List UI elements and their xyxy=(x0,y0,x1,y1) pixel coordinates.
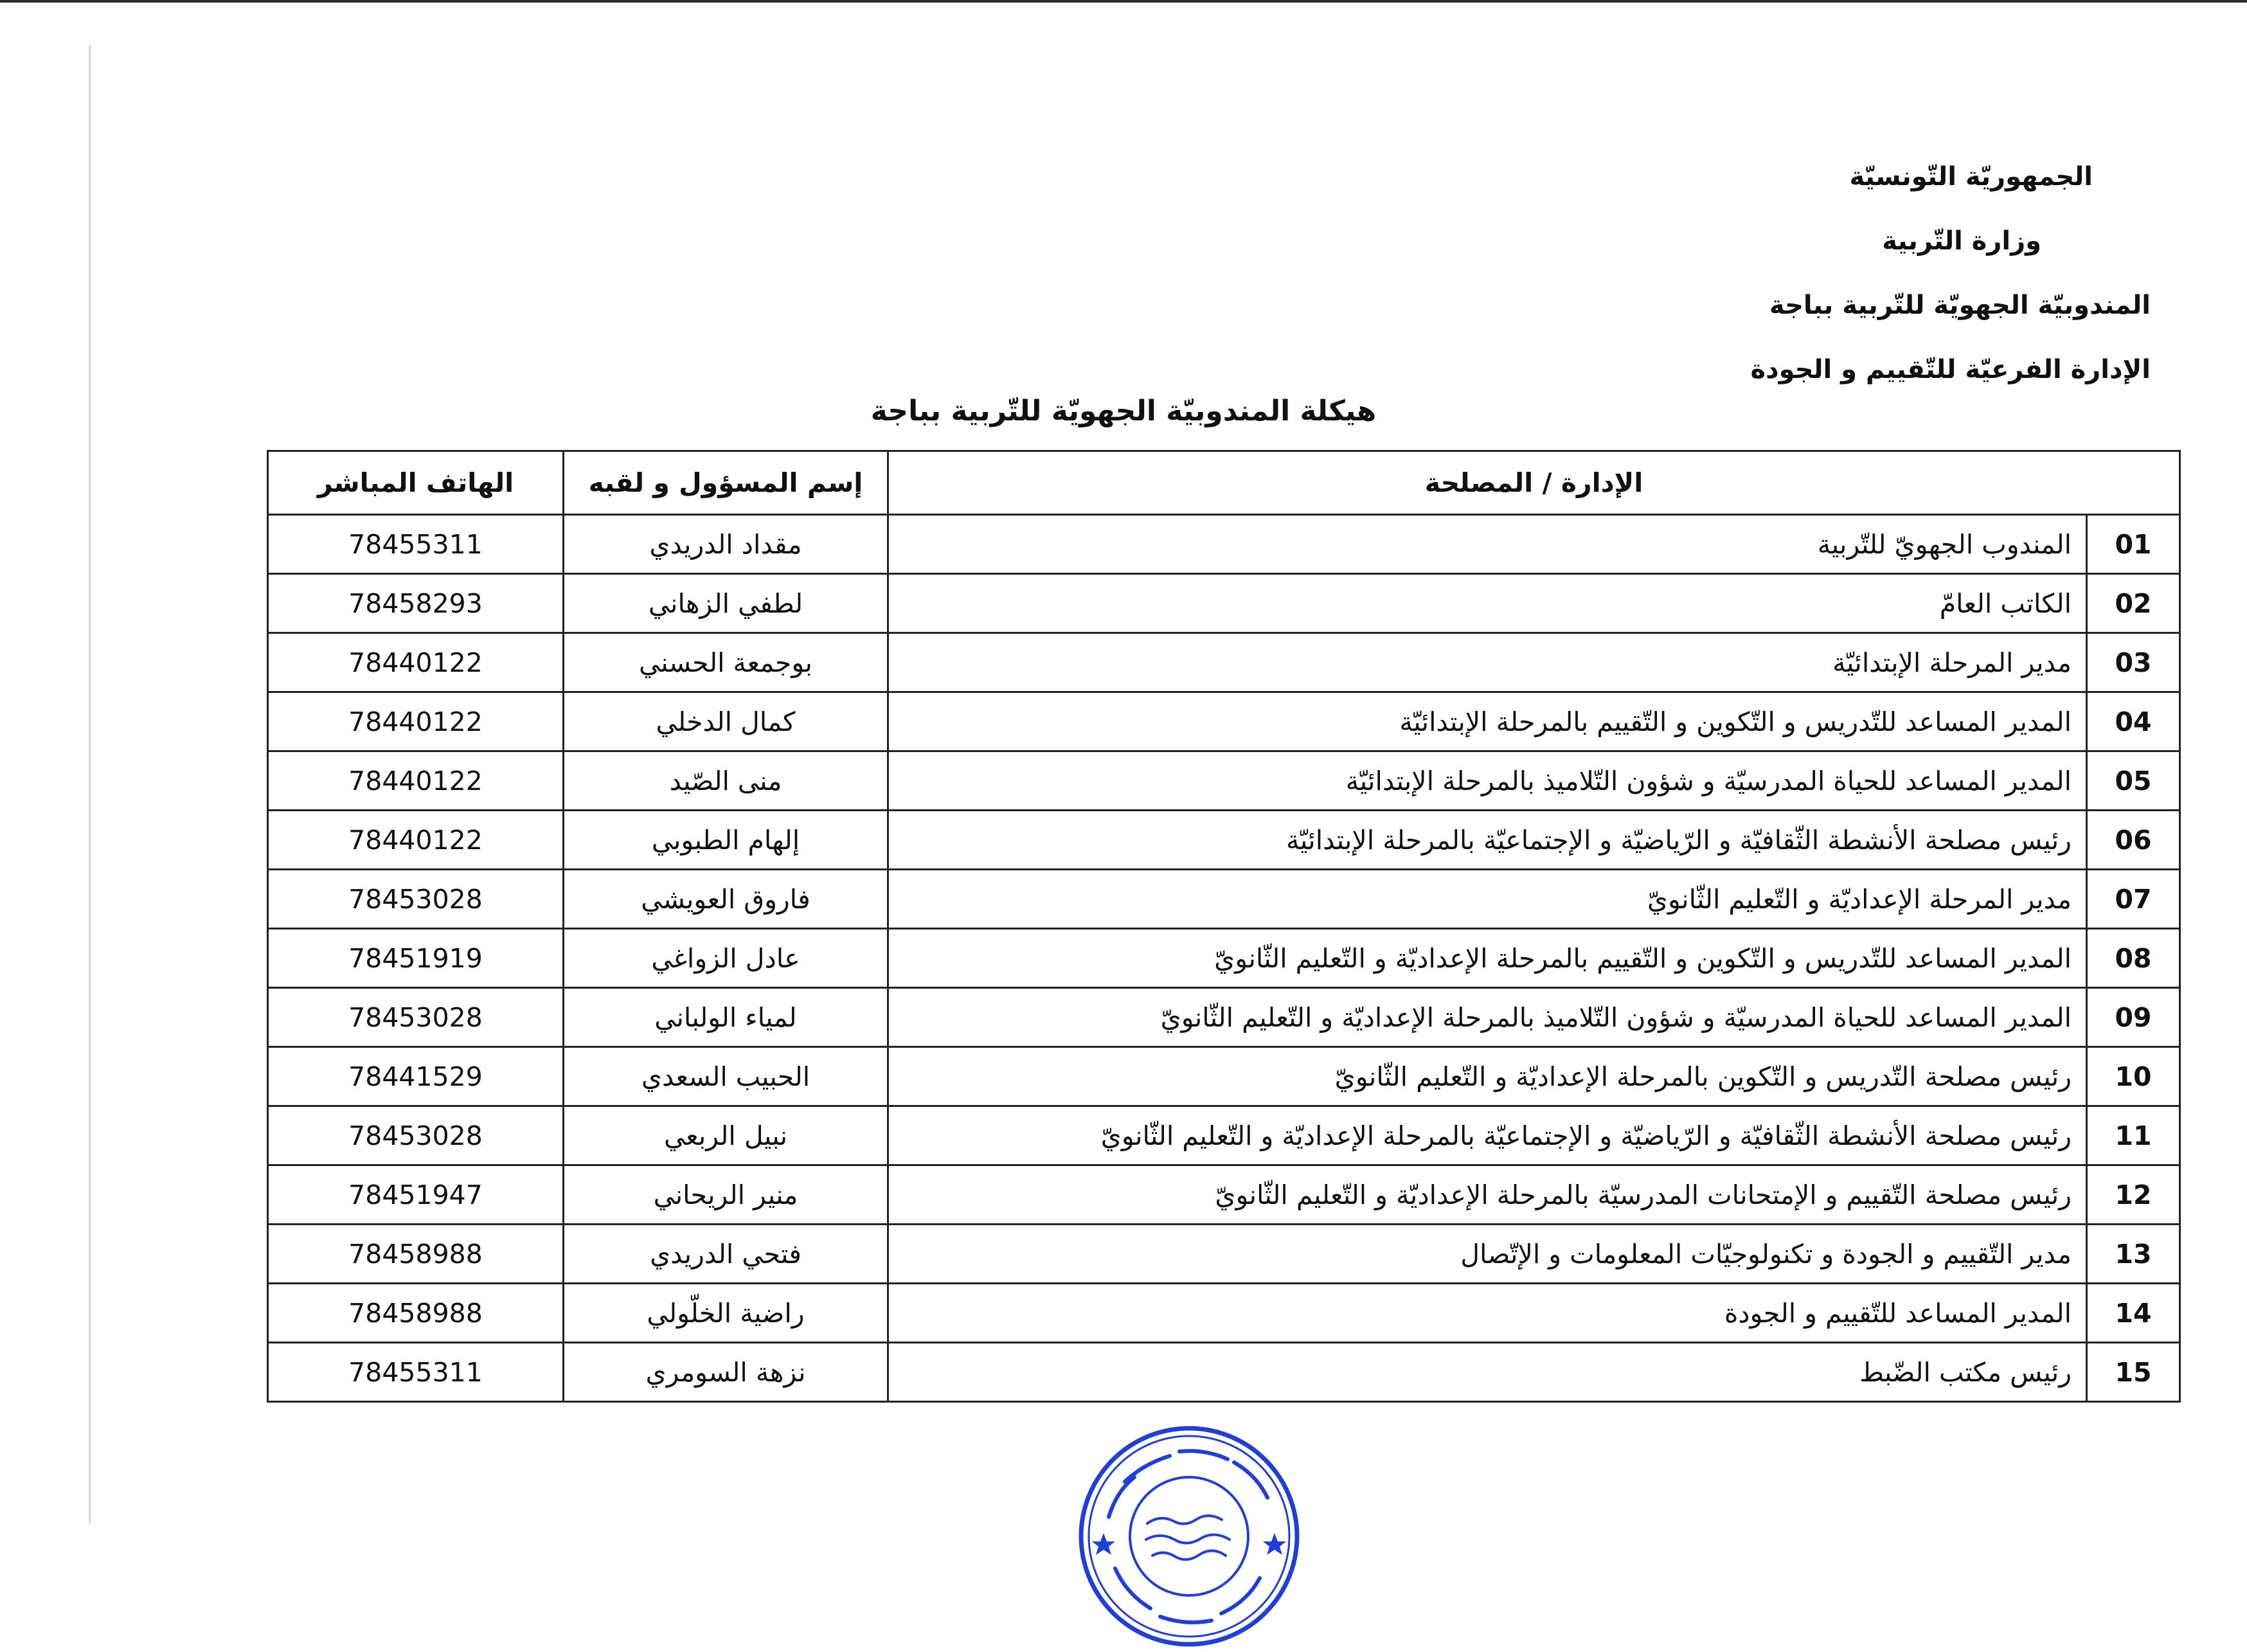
table-row xyxy=(268,692,2180,751)
table-row xyxy=(268,1165,2180,1225)
row-number: 14 xyxy=(2087,1284,2180,1343)
row-number: 15 xyxy=(2087,1343,2180,1402)
row-phone: 78440122 xyxy=(268,633,564,692)
table-row xyxy=(268,751,2180,811)
row-phone: 78458988 xyxy=(268,1284,564,1343)
table-row xyxy=(268,574,2180,633)
row-official-name: فاروق العويشي xyxy=(564,870,888,929)
row-number: 01 xyxy=(2087,515,2180,574)
row-number: 09 xyxy=(2087,988,2180,1047)
row-phone: 78451919 xyxy=(268,929,564,988)
row-phone: 78455311 xyxy=(268,1343,564,1402)
row-official-name: نبيل الربعي xyxy=(564,1106,888,1165)
row-phone: 78453028 xyxy=(268,988,564,1047)
row-phone: 78440122 xyxy=(268,811,564,870)
row-phone: 78453028 xyxy=(268,870,564,929)
ministry-line: وزارة التّربية xyxy=(1882,226,2041,256)
row-official-name: نزهة السومري xyxy=(564,1343,888,1402)
table-header-row xyxy=(268,451,2180,515)
official-stamp-icon xyxy=(1070,1421,1308,1652)
row-official-name: بوجمعة الحسني xyxy=(564,633,888,692)
row-official-name: منى الصّيد xyxy=(564,751,888,811)
row-number: 06 xyxy=(2087,811,2180,870)
scan-left-edge xyxy=(89,45,91,1523)
row-department: المدير المساعد للتّدريس و التّكوين و التّقييم بالمرحلة الإبتدائيّة xyxy=(888,692,2087,751)
row-phone: 78453028 xyxy=(268,1106,564,1165)
row-department: رئيس مصلحة الأنشطة الثّقافيّة و الرّياضيّة و الإجتماعيّة بالمرحلة الإعداديّة و التّعليم الثّانويّ xyxy=(888,1106,2087,1165)
table-row xyxy=(268,1343,2180,1402)
row-number: 10 xyxy=(2087,1047,2180,1106)
table-row xyxy=(268,870,2180,929)
scan-top-edge xyxy=(0,0,2247,3)
table-row xyxy=(268,515,2180,574)
row-department: مدير التّقييم و الجودة و تكنولوجيّات المعلومات و الإتّصال xyxy=(888,1225,2087,1284)
row-phone: 78440122 xyxy=(268,751,564,811)
table-row xyxy=(268,1106,2180,1165)
row-department: المدير المساعد للحياة المدرسيّة و شؤون التّلاميذ بالمرحلة الإبتدائيّة xyxy=(888,751,2087,811)
row-department: رئيس مكتب الضّبط xyxy=(888,1343,2087,1402)
row-official-name: لمياء الولباني xyxy=(564,988,888,1047)
row-official-name: إلهام الطبوبي xyxy=(564,811,888,870)
row-official-name: كمال الدخلي xyxy=(564,692,888,751)
document-title: هيكلة المندوبيّة الجهويّة للتّربية بباجة xyxy=(870,395,1377,427)
row-number: 12 xyxy=(2087,1165,2180,1225)
row-department: المدير المساعد للتّدريس و التّكوين و التّقييم بالمرحلة الإعداديّة و التّعليم الثّانويّ xyxy=(888,929,2087,988)
department-line: الإدارة الفرعيّة للتّقييم و الجودة xyxy=(1750,355,2151,384)
row-official-name: الحبيب السعدي xyxy=(564,1047,888,1106)
letterhead xyxy=(1379,145,2151,402)
row-phone: 78451947 xyxy=(268,1165,564,1225)
row-number: 03 xyxy=(2087,633,2180,692)
header-name: إسم المسؤول و لقبه xyxy=(564,451,888,515)
row-official-name: فتحي الدريدي xyxy=(564,1225,888,1284)
row-phone: 78440122 xyxy=(268,692,564,751)
row-phone: 78441529 xyxy=(268,1047,564,1106)
row-number: 02 xyxy=(2087,574,2180,633)
republic-line: الجمهوريّة التّونسيّة xyxy=(1849,162,2093,192)
row-number: 04 xyxy=(2087,692,2180,751)
row-official-name: منير الريحاني xyxy=(564,1165,888,1225)
table-row xyxy=(268,929,2180,988)
row-official-name: راضية الخلّولي xyxy=(564,1284,888,1343)
row-official-name: عادل الزواغي xyxy=(564,929,888,988)
row-department: مدير المرحلة الإعداديّة و التّعليم الثّانويّ xyxy=(888,870,2087,929)
row-number: 11 xyxy=(2087,1106,2180,1165)
row-number: 08 xyxy=(2087,929,2180,988)
row-number: 07 xyxy=(2087,870,2180,929)
row-official-name: لطفي الزهاني xyxy=(564,574,888,633)
row-phone: 78458988 xyxy=(268,1225,564,1284)
table-row xyxy=(268,633,2180,692)
row-department: المدير المساعد للتّقييم و الجودة xyxy=(888,1284,2087,1343)
header-department: الإدارة / المصلحة xyxy=(888,451,2180,515)
row-phone: 78458293 xyxy=(268,574,564,633)
header-phone: الهاتف المباشر xyxy=(268,451,564,515)
row-phone: 78455311 xyxy=(268,515,564,574)
table-row xyxy=(268,988,2180,1047)
structure-table xyxy=(267,450,2181,1403)
table-body xyxy=(268,515,2180,1402)
commission-line: المندوبيّة الجهويّة للتّربية بباجة xyxy=(1769,291,2151,320)
table-row xyxy=(268,1047,2180,1106)
row-department: مدير المرحلة الإبتدائيّة xyxy=(888,633,2087,692)
row-department: الكاتب العامّ xyxy=(888,574,2087,633)
table-row xyxy=(268,1225,2180,1284)
row-number: 13 xyxy=(2087,1225,2180,1284)
row-number: 05 xyxy=(2087,751,2180,811)
row-official-name: مقداد الدريدي xyxy=(564,515,888,574)
row-department: رئيس مصلحة الأنشطة الثّقافيّة و الرّياضيّة و الإجتماعيّة بالمرحلة الإبتدائيّة xyxy=(888,811,2087,870)
row-department: رئيس مصلحة التّقييم و الإمتحانات المدرسيّة بالمرحلة الإعداديّة و التّعليم الثّانويّ xyxy=(888,1165,2087,1225)
row-department: رئيس مصلحة التّدريس و التّكوين بالمرحلة الإعداديّة و التّعليم الثّانويّ xyxy=(888,1047,2087,1106)
row-department: المدير المساعد للحياة المدرسيّة و شؤون التّلاميذ بالمرحلة الإعداديّة و التّعليم الثّانويّ xyxy=(888,988,2087,1047)
row-department: المندوب الجهويّ للتّربية xyxy=(888,515,2087,574)
table-row xyxy=(268,811,2180,870)
table-row xyxy=(268,1284,2180,1343)
